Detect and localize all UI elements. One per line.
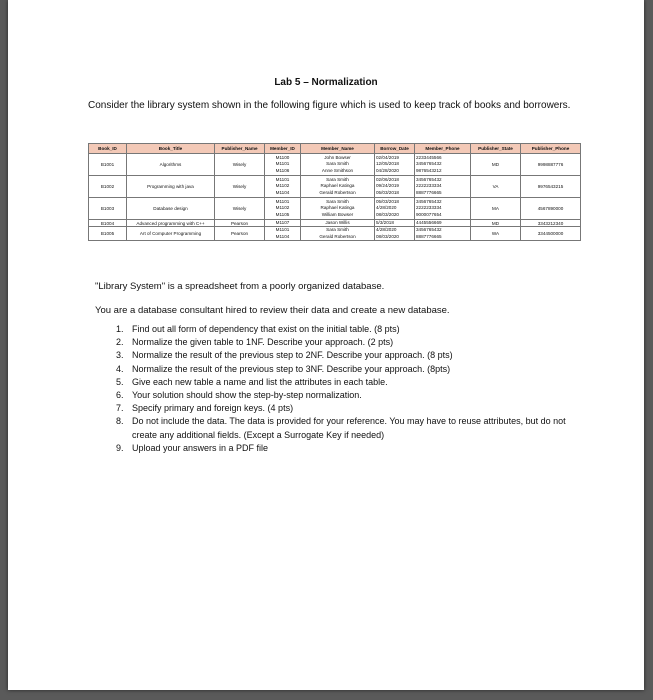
task-number: 2. bbox=[116, 337, 124, 348]
cell-pub-phone: 9998887776 bbox=[521, 154, 581, 176]
cell-line: 3456765432 bbox=[416, 198, 442, 204]
cell-line: 3456765432 bbox=[416, 176, 442, 182]
table-row bbox=[89, 176, 581, 198]
cell-member-names bbox=[301, 154, 375, 176]
cell-line: 8887776665 bbox=[416, 189, 442, 195]
cell-line: Gerald Robertson bbox=[319, 233, 356, 239]
cell-line: 3456765432 bbox=[416, 227, 442, 233]
document-page bbox=[8, 0, 644, 690]
task-item bbox=[116, 363, 586, 376]
cell-line: 2222233334 bbox=[416, 205, 442, 211]
cell-pub-phone: 4567890000 bbox=[521, 198, 581, 220]
cell-line: M1104 bbox=[275, 189, 290, 195]
caption-text: "Library System" is a spreadsheet from a poorly organized database. bbox=[95, 281, 385, 292]
cell-line: M1105 bbox=[275, 211, 290, 217]
cell-line: 04/28/2020 bbox=[376, 167, 399, 173]
task-item bbox=[116, 415, 586, 441]
cell-line: John Bowser bbox=[324, 154, 351, 160]
cell-line: M1101 bbox=[275, 176, 290, 182]
task-text: Specify primary and foreign keys. (4 pts) bbox=[132, 403, 294, 414]
cell-publisher: Pearson bbox=[215, 227, 265, 241]
task-text: Upload your answers in a PDF file bbox=[132, 442, 269, 453]
cell-line: Raphael Katinga bbox=[320, 205, 355, 211]
cell-phones bbox=[415, 198, 471, 220]
cell-member-ids bbox=[265, 176, 301, 198]
cell-pub-phone: 3344500000 bbox=[521, 227, 581, 241]
cell-member-names bbox=[301, 176, 375, 198]
cell-line: M1107 bbox=[275, 220, 290, 225]
task-number: 8. bbox=[116, 416, 124, 427]
column-header: Member_ID bbox=[265, 144, 301, 154]
task-number: 6. bbox=[116, 390, 124, 401]
cell-state: MD bbox=[471, 220, 521, 227]
cell-line: 3456765432 bbox=[416, 161, 442, 167]
cell-line: 02/06/2018 bbox=[376, 176, 399, 182]
cell-line: M1101 bbox=[275, 198, 290, 204]
cell-book-id: B1001 bbox=[89, 154, 127, 176]
task-number: 3. bbox=[116, 350, 124, 361]
cell-line: Sara Smith bbox=[326, 198, 349, 204]
page-title: Lab 5 – Normalization bbox=[274, 77, 378, 88]
cell-line: William Bowser bbox=[321, 211, 354, 217]
cell-line: 8887776665 bbox=[416, 233, 442, 239]
column-header: Borrow_Date bbox=[375, 144, 415, 154]
cell-line: Sara Smith bbox=[326, 161, 349, 167]
task-item bbox=[116, 442, 586, 455]
cell-dates bbox=[375, 176, 415, 198]
cell-line: M1101 bbox=[275, 161, 290, 167]
cell-phones bbox=[415, 227, 471, 241]
cell-line: Sara Smith bbox=[326, 227, 349, 233]
cell-phones bbox=[415, 220, 471, 227]
cell-publisher: Wisely bbox=[215, 198, 265, 220]
task-text: Normalize the result of the previous step to 3NF. Describe your approach. (8pts) bbox=[132, 363, 451, 374]
cell-title: Database design bbox=[127, 198, 215, 220]
column-header: Book_ID bbox=[89, 144, 127, 154]
cell-state: MA bbox=[471, 198, 521, 220]
column-header: Member_Phone bbox=[415, 144, 471, 154]
cell-title: Algorithms bbox=[127, 154, 215, 176]
task-item bbox=[116, 323, 586, 336]
cell-book-id: B1003 bbox=[89, 198, 127, 220]
column-header: Publisher_Name bbox=[215, 144, 265, 154]
cell-dates bbox=[375, 154, 415, 176]
cell-member-ids bbox=[265, 220, 301, 227]
cell-line: Raphael Katinga bbox=[320, 183, 355, 189]
cell-line: M1102 bbox=[275, 183, 290, 189]
task-text: Normalize the result of the previous step to 2NF. Describe your approach. (8 pts) bbox=[132, 350, 453, 361]
cell-line: M1106 bbox=[275, 167, 290, 173]
task-item bbox=[116, 389, 586, 402]
cell-line: 02/04/2019 bbox=[376, 154, 399, 160]
cell-line: 5/3/2018 bbox=[376, 220, 394, 225]
cell-line: M1102 bbox=[275, 205, 290, 211]
cell-publisher: Pearson bbox=[215, 220, 265, 227]
library-table bbox=[88, 143, 581, 241]
cell-line: 08/03/2020 bbox=[376, 211, 399, 217]
task-text: Do not include the data. The data is provided for your reference. You may have to reuse attributes, but do not create any additional fields. (Except a Surrogate Key if needed) bbox=[132, 416, 566, 440]
cell-line: 9876543212 bbox=[416, 167, 442, 173]
task-text: Give each new table a name and list the attributes in each table. bbox=[132, 376, 388, 387]
cell-member-ids bbox=[265, 227, 301, 241]
cell-member-ids bbox=[265, 198, 301, 220]
cell-line: 2222233334 bbox=[416, 183, 442, 189]
cell-member-names bbox=[301, 198, 375, 220]
cell-line: Jason Willis bbox=[325, 220, 350, 225]
intro-paragraph: Consider the library system shown in the following figure which is used to keep track of books and borrowers. bbox=[88, 100, 571, 111]
table-row bbox=[89, 220, 581, 227]
task-text: Normalize the given table to 1NF. Describe your approach. (2 pts) bbox=[132, 337, 394, 348]
cell-book-id: B1002 bbox=[89, 176, 127, 198]
cell-title: Advanced programming with C++ bbox=[127, 220, 215, 227]
consultant-text: You are a database consultant hired to review their data and create a new database. bbox=[95, 305, 450, 316]
cell-line: 9000077654 bbox=[416, 211, 442, 217]
table-row bbox=[89, 227, 581, 241]
cell-title: Art of Computer Programming bbox=[127, 227, 215, 241]
cell-state: MD bbox=[471, 154, 521, 176]
cell-dates bbox=[375, 227, 415, 241]
cell-publisher: Wisely bbox=[215, 154, 265, 176]
cell-line: 2233445566 bbox=[416, 154, 442, 160]
cell-line: 4445556669 bbox=[416, 220, 442, 225]
cell-phones bbox=[415, 154, 471, 176]
cell-line: 4/28/2020 bbox=[376, 205, 397, 211]
cell-dates bbox=[375, 198, 415, 220]
column-header: Publisher_Phone bbox=[521, 144, 581, 154]
cell-title: Programming with java bbox=[127, 176, 215, 198]
task-list bbox=[116, 323, 586, 455]
cell-line: 4/28/2020 bbox=[376, 227, 397, 233]
task-item bbox=[116, 376, 586, 389]
task-number: 5. bbox=[116, 376, 124, 387]
cell-dates bbox=[375, 220, 415, 227]
cell-pub-phone: 9976543215 bbox=[521, 176, 581, 198]
cell-line: M1101 bbox=[275, 227, 290, 233]
cell-line: M1104 bbox=[275, 233, 290, 239]
column-header: Publisher_State bbox=[471, 144, 521, 154]
table-row bbox=[89, 154, 581, 176]
cell-book-id: B1005 bbox=[89, 227, 127, 241]
task-item bbox=[116, 349, 586, 362]
cell-member-names bbox=[301, 220, 375, 227]
cell-line: 12/05/2018 bbox=[376, 161, 399, 167]
task-number: 4. bbox=[116, 363, 124, 374]
cell-state: VA bbox=[471, 176, 521, 198]
table-header-row bbox=[89, 144, 581, 154]
cell-member-ids bbox=[265, 154, 301, 176]
column-header: Book_Title bbox=[127, 144, 215, 154]
cell-phones bbox=[415, 176, 471, 198]
task-item bbox=[116, 336, 586, 349]
task-number: 9. bbox=[116, 442, 124, 453]
cell-line: 05/03/2018 bbox=[376, 198, 399, 204]
cell-publisher: Wisely bbox=[215, 176, 265, 198]
task-number: 7. bbox=[116, 403, 124, 414]
cell-book-id: B1004 bbox=[89, 220, 127, 227]
cell-state: WA bbox=[471, 227, 521, 241]
cell-line: 05/03/2018 bbox=[376, 189, 399, 195]
table-row bbox=[89, 198, 581, 220]
column-header: Member_Name bbox=[301, 144, 375, 154]
task-text: Your solution should show the step-by-step normalization. bbox=[132, 390, 362, 401]
cell-pub-phone: 3343212340 bbox=[521, 220, 581, 227]
cell-line: 09/24/2019 bbox=[376, 183, 399, 189]
cell-line: Sara Smith bbox=[326, 176, 349, 182]
task-item bbox=[116, 402, 586, 415]
cell-line: Gerald Robertson bbox=[319, 189, 356, 195]
task-text: Find out all form of dependency that exist on the initial table. (8 pts) bbox=[132, 324, 400, 334]
cell-line: M1100 bbox=[275, 154, 290, 160]
cell-line: 08/03/2020 bbox=[376, 233, 399, 239]
cell-line: Anne Smithson bbox=[321, 167, 354, 173]
task-number: 1. bbox=[116, 324, 124, 334]
cell-member-names bbox=[301, 227, 375, 241]
